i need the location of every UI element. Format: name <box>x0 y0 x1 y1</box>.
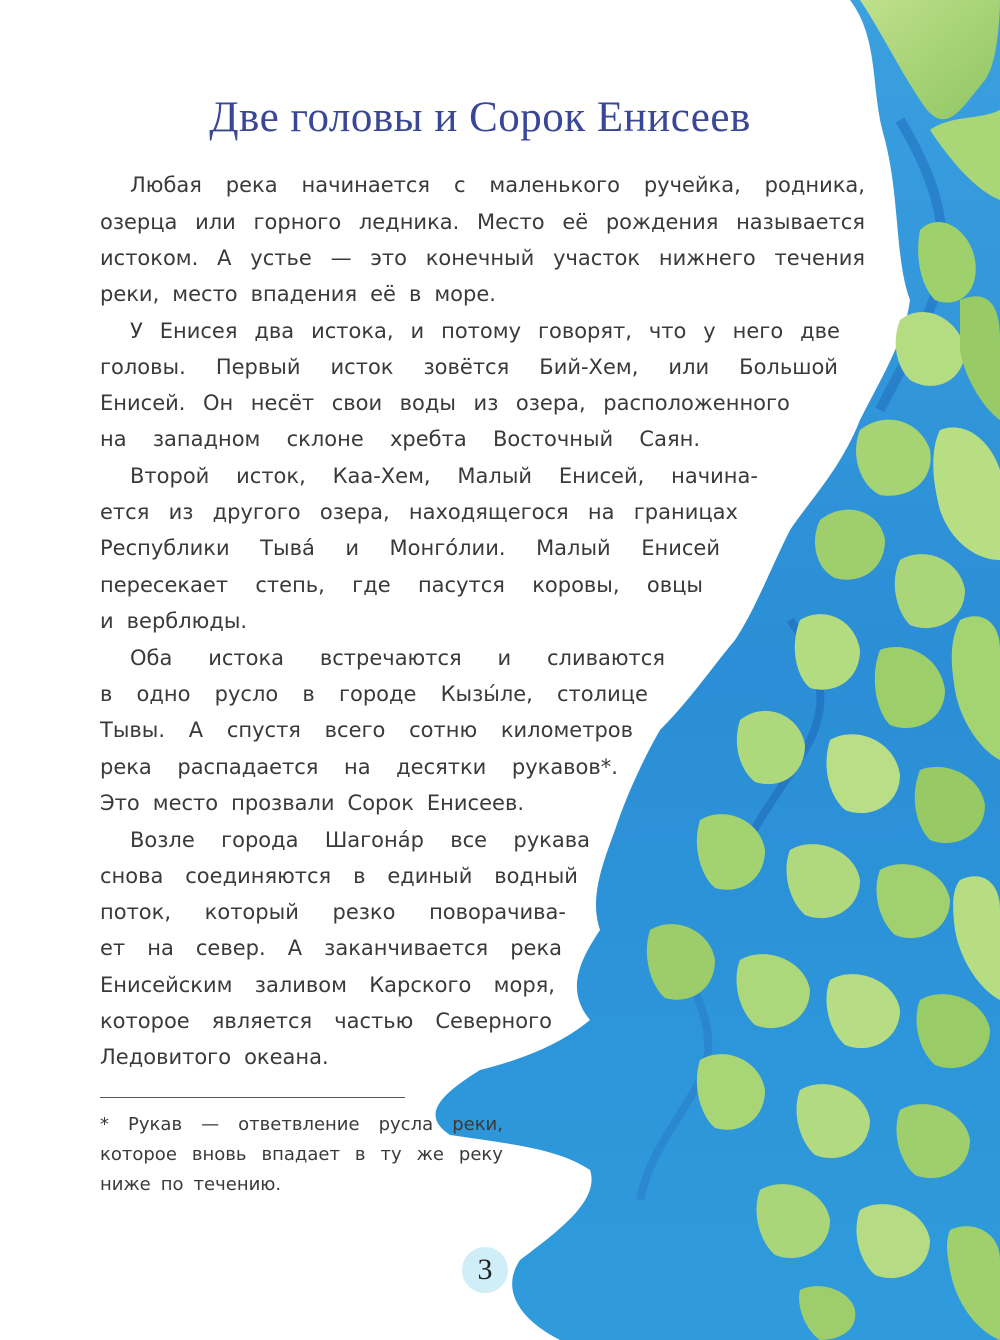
word: течения <box>774 246 865 270</box>
word: её <box>562 210 589 234</box>
word: Восточный <box>492 427 614 451</box>
word: А <box>188 718 204 742</box>
text-line <box>100 1039 400 1075</box>
word: реки, <box>100 282 160 306</box>
word: в <box>353 864 366 888</box>
word: — <box>330 246 352 270</box>
word: пересекает <box>100 573 229 597</box>
word: расположенного <box>603 391 790 415</box>
text-line <box>100 385 790 421</box>
word: на <box>100 427 127 451</box>
word: воды <box>399 391 456 415</box>
word: * <box>100 1114 109 1135</box>
word: Сорок <box>347 791 414 815</box>
word: свои <box>331 391 383 415</box>
word: две <box>800 319 840 343</box>
word: русло <box>214 682 279 706</box>
word: степь, <box>255 573 325 597</box>
page-title: Две головы и Сорок Енисеев <box>209 94 751 141</box>
word: в <box>100 682 113 706</box>
word: А <box>287 936 303 960</box>
word: ответвление <box>238 1114 360 1135</box>
footnote-line <box>100 1170 350 1200</box>
text-line <box>100 567 703 603</box>
word: границах <box>633 500 738 524</box>
text-line <box>130 640 665 676</box>
text-line <box>100 603 260 639</box>
word: озерца <box>100 210 178 234</box>
word: место <box>172 282 238 306</box>
word: поворачива- <box>429 900 566 924</box>
word: которое <box>100 1144 177 1165</box>
text-line <box>100 676 648 712</box>
word: впадает <box>261 1144 340 1165</box>
word: маленького <box>489 173 620 197</box>
word: её <box>370 282 396 306</box>
word: Енисеев. <box>426 791 524 815</box>
word: это <box>370 246 407 270</box>
word: города <box>221 828 299 852</box>
word: два <box>254 319 295 343</box>
word: Возле <box>130 828 195 852</box>
word: нижнего <box>658 246 756 270</box>
word: всего <box>324 718 386 742</box>
word: Второй <box>130 464 210 488</box>
word: исток <box>330 355 394 379</box>
word: городе <box>338 682 417 706</box>
text-line <box>100 421 700 457</box>
word: Саян. <box>639 427 700 451</box>
word: спустя <box>226 718 301 742</box>
word: западном <box>152 427 261 451</box>
word: река <box>510 936 562 960</box>
word: находящегося <box>408 500 569 524</box>
word: Оба <box>130 646 173 670</box>
word: в <box>302 682 315 706</box>
word: течению. <box>193 1174 282 1195</box>
word: распадается <box>177 755 319 779</box>
word: Каа-Хем, <box>332 464 431 488</box>
word: резко <box>332 900 396 924</box>
word: одно <box>136 682 191 706</box>
word: истока, <box>311 319 394 343</box>
word: единый <box>387 864 473 888</box>
word: Это <box>100 791 140 815</box>
word: Енисей, <box>558 464 645 488</box>
word: из <box>168 500 194 524</box>
word: ручейка, <box>643 173 741 197</box>
word: пасутся <box>417 573 505 597</box>
text-line <box>130 822 590 858</box>
text-line <box>130 167 865 203</box>
word: север. <box>195 936 266 960</box>
text-line <box>130 458 758 494</box>
word: из <box>473 391 499 415</box>
word: на <box>147 936 174 960</box>
word: в <box>408 282 422 306</box>
word: ет <box>100 936 126 960</box>
text-line <box>100 712 633 748</box>
word: или <box>195 210 236 234</box>
word: на <box>587 500 615 524</box>
text-line <box>100 349 838 385</box>
word: начинается <box>301 173 431 197</box>
word: на <box>343 755 371 779</box>
text-line <box>100 1003 552 1039</box>
text-line <box>100 276 530 312</box>
word: родника, <box>764 173 865 197</box>
word: по <box>160 1174 184 1195</box>
word: сотню <box>409 718 478 742</box>
word: зовётся <box>423 355 510 379</box>
word: Любая <box>130 173 202 197</box>
word: столице <box>557 682 648 706</box>
word: конечный <box>425 246 535 270</box>
word: рукавов*. <box>511 755 618 779</box>
word: и <box>497 646 512 670</box>
word: десятки <box>396 755 487 779</box>
text-line <box>100 785 560 821</box>
word: Кызы́ле, <box>440 682 533 706</box>
word: рукава <box>513 828 590 852</box>
word: река <box>100 755 152 779</box>
word: Енисея <box>159 319 238 343</box>
text-line <box>130 313 840 349</box>
word: озера, <box>515 391 586 415</box>
word: встречаются <box>319 646 462 670</box>
word: начина- <box>671 464 758 488</box>
word: соединяются <box>185 864 332 888</box>
word: исток, <box>236 464 306 488</box>
word: прозвали <box>231 791 335 815</box>
word: горного <box>253 210 342 234</box>
word: рождения <box>605 210 719 234</box>
word: Тывы. <box>100 718 166 742</box>
word: заливом <box>254 973 347 997</box>
word: него <box>732 319 784 343</box>
text-line <box>100 930 562 966</box>
word: ту <box>380 1144 402 1165</box>
page-number: 3 <box>477 1253 493 1286</box>
word: океана. <box>244 1045 329 1069</box>
word: говорят, <box>537 319 632 343</box>
word: в <box>354 1144 366 1165</box>
footnote-line <box>100 1110 503 1140</box>
word: Енисей <box>641 536 720 560</box>
word: Малый <box>536 536 611 560</box>
word: головы. <box>100 355 186 379</box>
word: водный <box>494 864 578 888</box>
word: поток, <box>100 900 172 924</box>
word: озера, <box>319 500 390 524</box>
word: с <box>453 173 466 197</box>
text-line <box>100 204 865 240</box>
word: Республики <box>100 536 230 560</box>
word: или <box>668 355 710 379</box>
word: хребта <box>390 427 467 451</box>
word: Первый <box>215 355 301 379</box>
word: Тыва́ <box>260 536 315 560</box>
word: ледника. <box>358 210 460 234</box>
footnote-line <box>100 1140 503 1170</box>
word: — <box>201 1114 220 1135</box>
text-line <box>100 494 738 530</box>
word: потому <box>441 319 522 343</box>
word: Малый <box>457 464 533 488</box>
word: верблюды. <box>126 609 248 633</box>
word: другого <box>212 500 301 524</box>
word: Бий-Хем, <box>539 355 639 379</box>
word: Енисейским <box>100 973 233 997</box>
word: Большой <box>739 355 838 379</box>
word: коровы, <box>532 573 620 597</box>
word: все <box>450 828 488 852</box>
word: и <box>345 536 360 560</box>
word: моря, <box>493 973 555 997</box>
footnote-divider <box>100 1097 405 1098</box>
word: что <box>648 319 687 343</box>
text-line <box>100 858 578 894</box>
word: Рукав <box>128 1114 183 1135</box>
word: впадения <box>250 282 358 306</box>
word: Монго́лии. <box>389 536 506 560</box>
word: Енисей. <box>100 391 186 415</box>
word: река <box>225 173 278 197</box>
word: вновь <box>191 1144 247 1165</box>
word: Северного <box>435 1009 552 1033</box>
word: который <box>204 900 299 924</box>
text-line <box>100 749 618 785</box>
word: овцы <box>646 573 703 597</box>
word: несёт <box>250 391 315 415</box>
word: Он <box>202 391 234 415</box>
word: ниже <box>100 1174 151 1195</box>
word: же <box>416 1144 444 1165</box>
word: устье <box>250 246 312 270</box>
word: и <box>410 319 425 343</box>
word: сливаются <box>547 646 665 670</box>
word: склоне <box>286 427 364 451</box>
word: километров <box>500 718 633 742</box>
word: Ледовитого <box>100 1045 232 1069</box>
word: море. <box>434 282 496 306</box>
word: реку <box>458 1144 503 1165</box>
word: реки, <box>452 1114 503 1135</box>
word: является <box>211 1009 313 1033</box>
text-line <box>100 894 566 930</box>
text-line <box>100 530 720 566</box>
word: Карского <box>369 973 472 997</box>
text-line <box>100 240 865 276</box>
word: называется <box>736 210 865 234</box>
word: место <box>152 791 219 815</box>
word: А <box>217 246 232 270</box>
word: которое <box>100 1009 190 1033</box>
word: участок <box>553 246 641 270</box>
word: Место <box>476 210 545 234</box>
word: истока <box>208 646 285 670</box>
word: русла <box>378 1114 434 1135</box>
word: заканчивается <box>324 936 489 960</box>
word: ется <box>100 500 150 524</box>
word: Шагона́р <box>324 828 424 852</box>
word: У <box>130 319 143 343</box>
word: снова <box>100 864 164 888</box>
word: частью <box>334 1009 414 1033</box>
word: где <box>352 573 391 597</box>
text-line <box>100 967 555 1003</box>
word: истоком. <box>100 246 199 270</box>
word: у <box>703 319 716 343</box>
word: и <box>100 609 114 633</box>
